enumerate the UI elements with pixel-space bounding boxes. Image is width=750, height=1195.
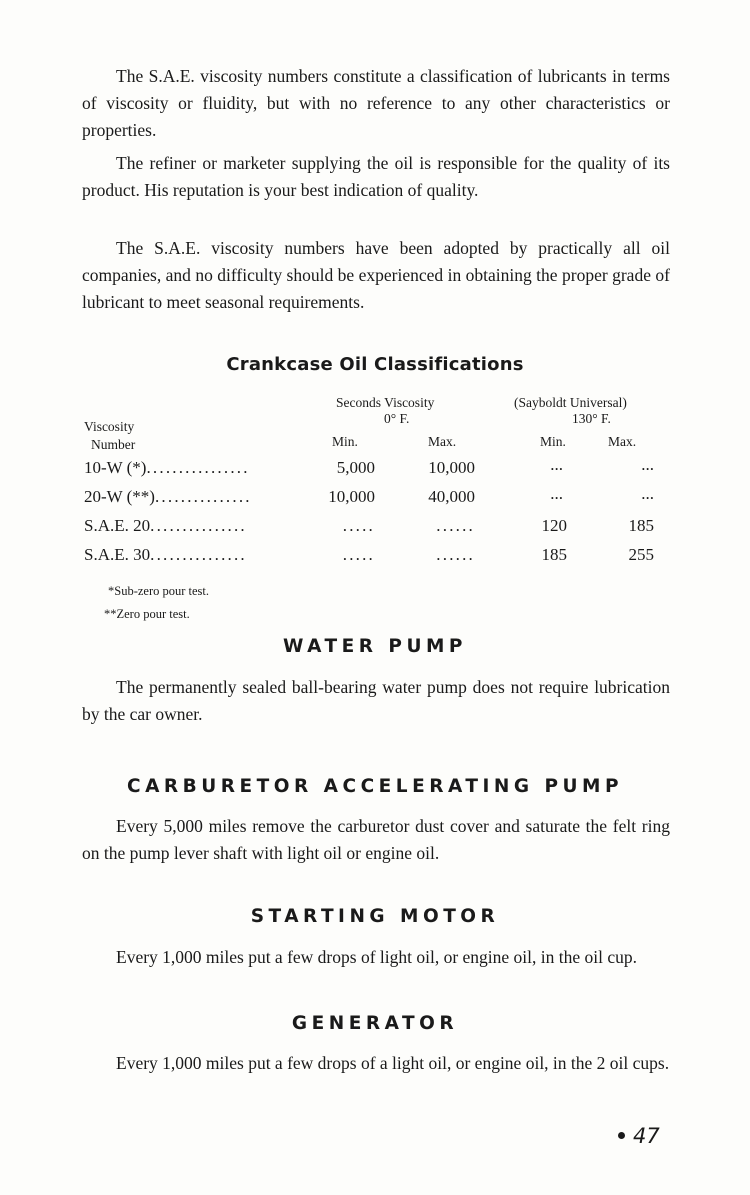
row-label: S.A.E. 20 (84, 516, 151, 535)
starting-motor-text: Every 1,000 miles put a few drops of light oil, or engine oil, in the oil cup. (116, 947, 638, 967)
min-0f-value: ..... (342, 516, 375, 535)
max-0f-value: 10,000 (428, 458, 475, 477)
max-0f-value: ...... (436, 545, 475, 564)
min-130f-value: ... (550, 455, 563, 474)
page-number-value: 47 (633, 1124, 660, 1148)
col-header-min-0f: Min. (332, 434, 358, 449)
intro-paragraph-2: The refiner or marketer supplying the oil is responsible for the quality of its product. His reputation is your best indication of quality. (82, 153, 670, 200)
group-header-seconds-viscosity: Seconds Viscosity (336, 395, 435, 410)
dot-leader: ............... (150, 545, 247, 564)
temp-130f: 130° F. (572, 411, 611, 426)
water-pump-text: The permanently sealed ball-bearing water pump does not require lubrication by the car owner. (82, 677, 670, 724)
heading-generator: GENERATOR (291, 1013, 459, 1034)
temp-0f: 0° F. (384, 411, 410, 426)
heading-water-pump: WATER PUMP (283, 636, 467, 657)
row-label: 20-W (**) (84, 487, 155, 506)
heading-starting-motor: STARTING MOTOR (250, 906, 500, 927)
max-0f-value: 40,000 (428, 487, 475, 506)
min-0f-value: 5,000 (336, 458, 375, 477)
row-label: S.A.E. 30 (84, 545, 151, 564)
max-130f-value: ... (641, 484, 654, 503)
dot-leader: ............... (150, 516, 247, 535)
carburetor-text: Every 5,000 miles remove the carburetor dust cover and saturate the felt ring on the pump lever shaft with light oil or engine oil. (82, 816, 670, 863)
col-header-max-130f: Max. (608, 434, 637, 449)
intro-paragraph-1: The S.A.E. viscosity numbers constitute a classification of lubricants in terms of viscosity or fluidity, but with no reference to any other characteristics or properties. (82, 66, 670, 140)
max-130f-value: 255 (628, 545, 654, 564)
dot-leader: ............... (154, 487, 252, 506)
min-130f-value: 185 (541, 545, 567, 564)
max-0f-value: ...... (436, 516, 475, 535)
page-number (618, 1124, 660, 1148)
col-header-number: Number (91, 437, 136, 452)
bullet-icon (618, 1132, 625, 1139)
col-header-viscosity: Viscosity (84, 419, 135, 434)
heading-carburetor-accelerating-pump: CARBURETOR ACCELERATING PUMP (127, 776, 623, 797)
max-130f-value: ... (641, 455, 654, 474)
dot-leader: ................ (146, 458, 250, 477)
row-label: 10-W (*) (84, 458, 147, 477)
intro-paragraph-3: The S.A.E. viscosity numbers have been adopted by practically all oil companies, and no difficulty should be experienced in obtaining the proper grade of lubricant to meet seasonal requirements. (82, 238, 670, 312)
table-title: Crankcase Oil Classifications (226, 354, 524, 375)
min-130f-value: ... (550, 484, 563, 503)
footnote-sub-zero: *Sub-zero pour test. (108, 584, 210, 598)
min-0f-value: ..... (342, 545, 375, 564)
col-header-max-0f: Max. (428, 434, 457, 449)
group-header-sayboldt: (Sayboldt Universal) (514, 395, 627, 410)
min-130f-value: 120 (541, 516, 567, 535)
max-130f-value: 185 (628, 516, 654, 535)
min-0f-value: 10,000 (328, 487, 375, 506)
col-header-min-130f: Min. (540, 434, 566, 449)
generator-text: Every 1,000 miles put a few drops of a light oil, or engine oil, in the 2 oil cups. (116, 1053, 670, 1073)
footnote-zero: **Zero pour test. (104, 607, 190, 621)
